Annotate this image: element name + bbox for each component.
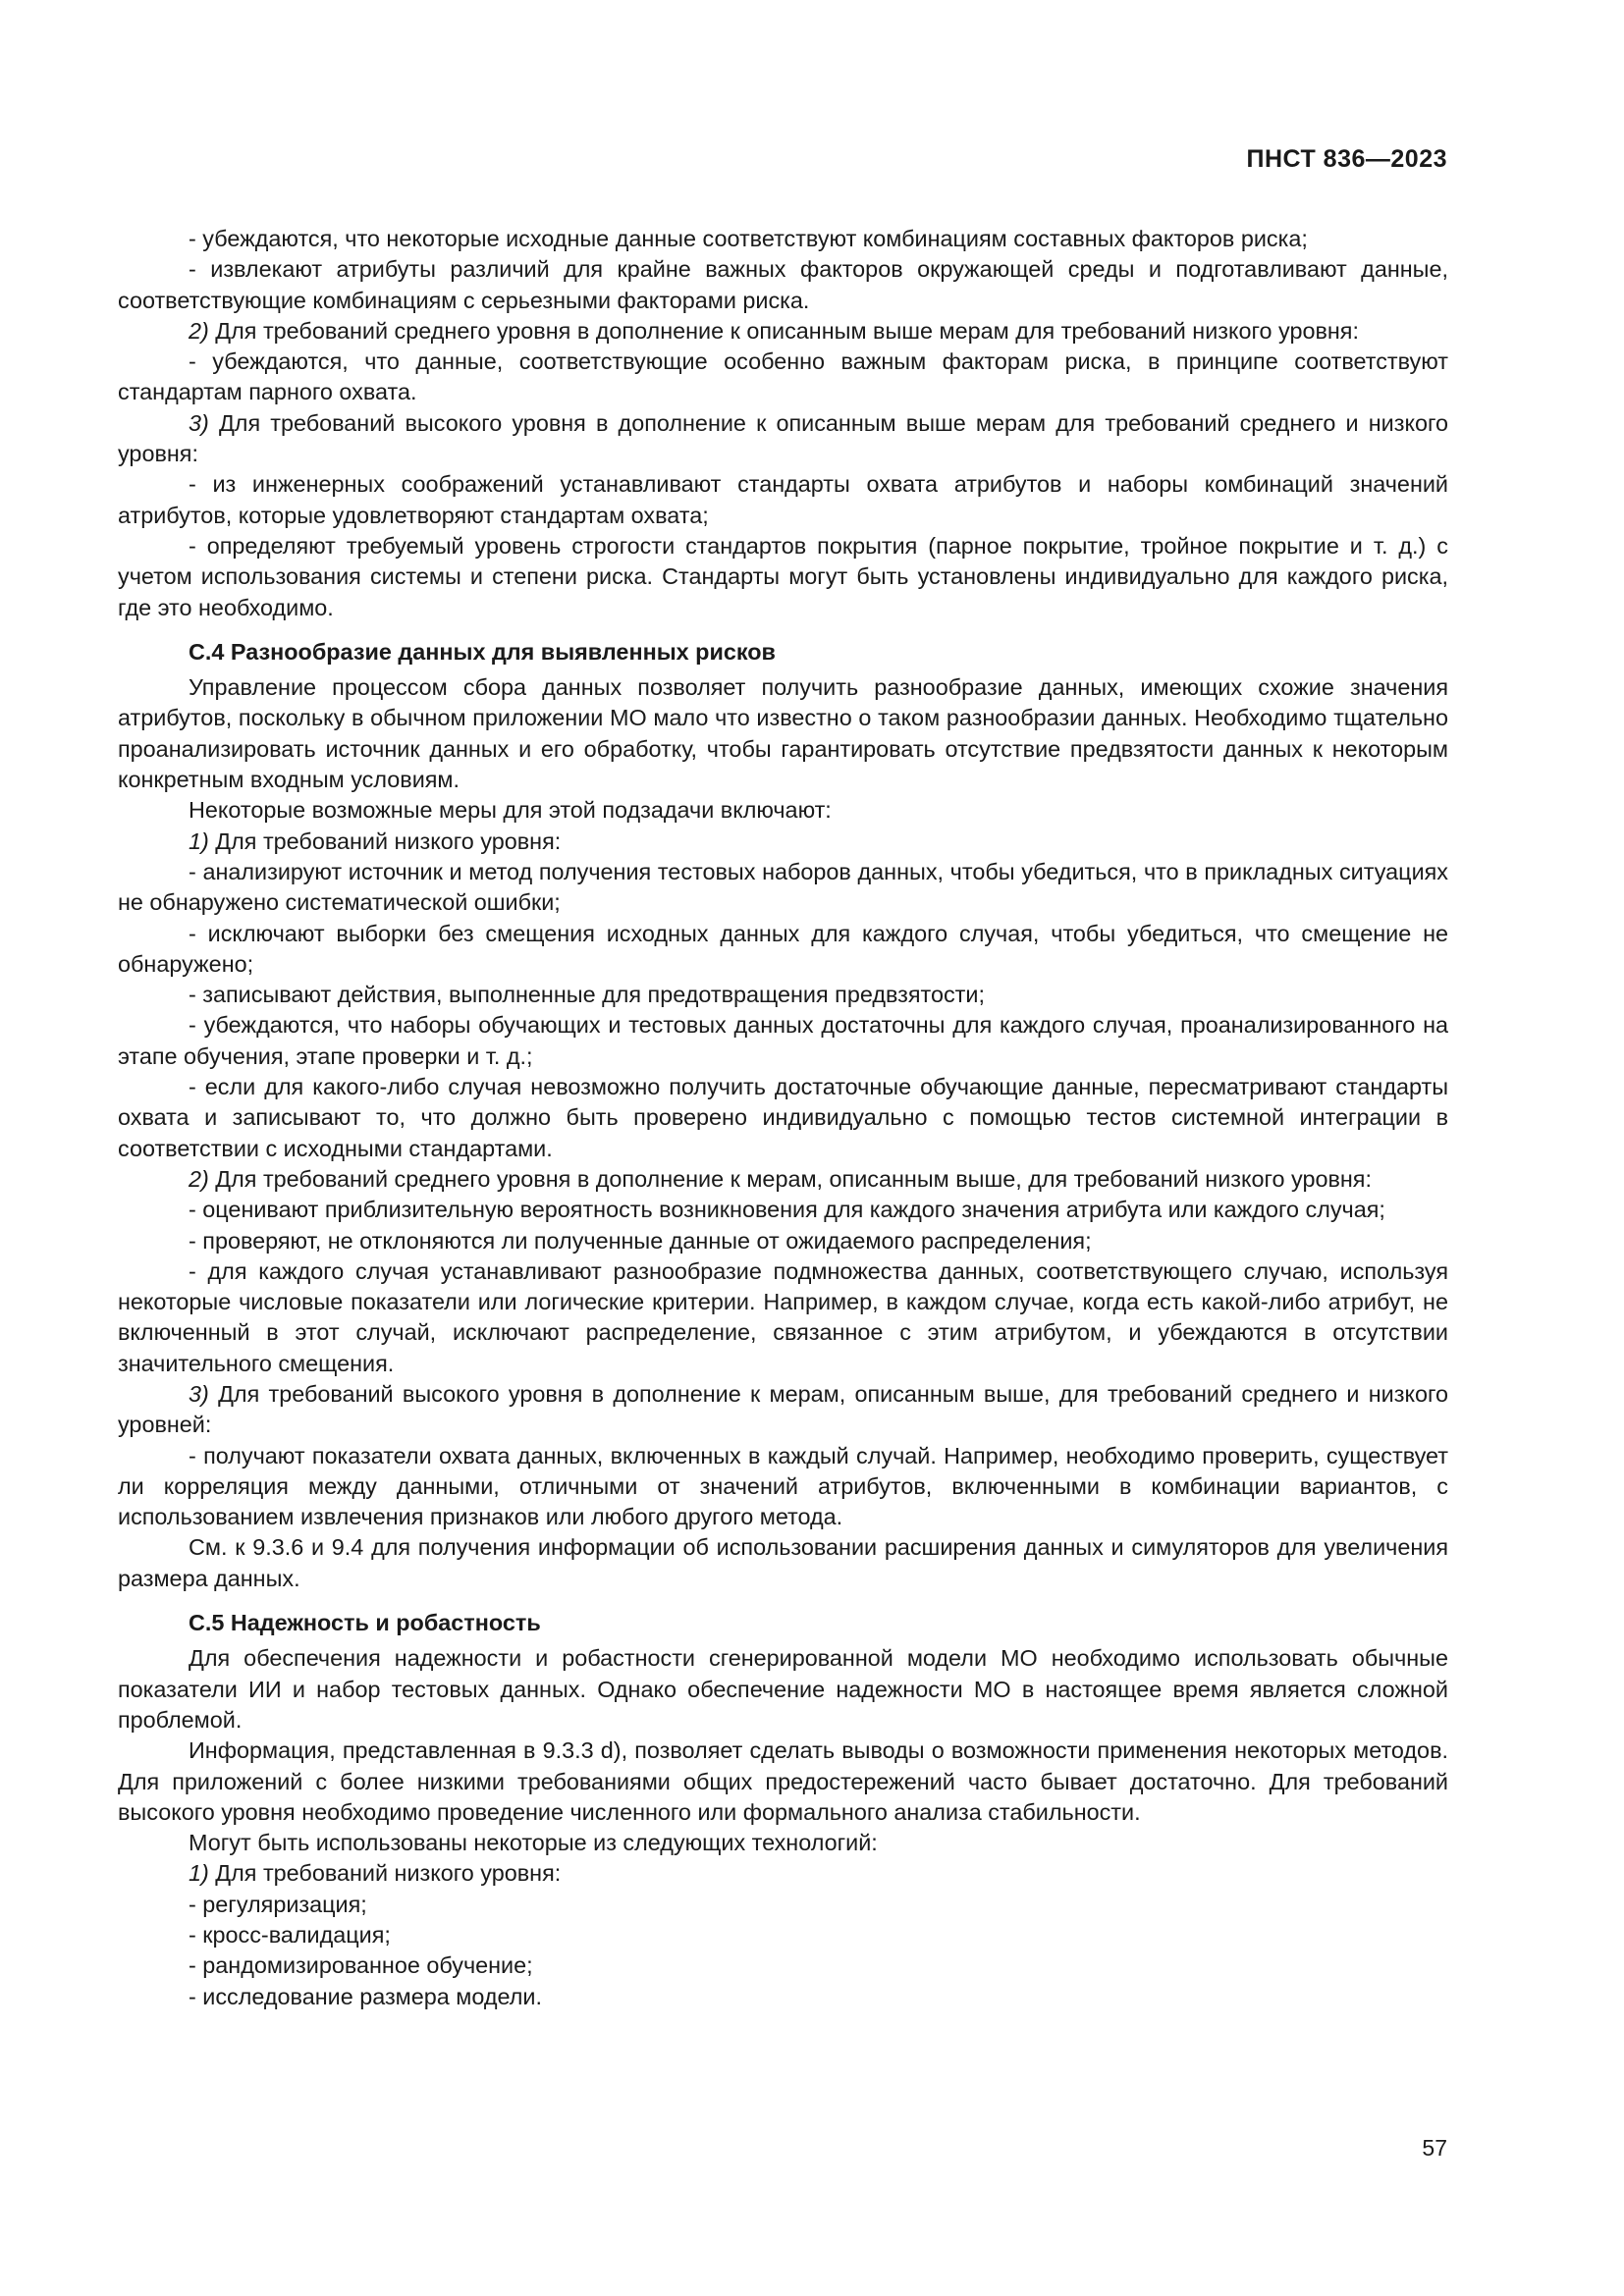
level-marker: 2) [189, 317, 209, 344]
level-marker: 1) [189, 828, 209, 854]
paragraph [118, 1858, 1448, 1889]
paragraph-text: Для требований низкого уровня: [208, 1860, 562, 1887]
paragraph: - получают показатели охвата данных, включенных в каждый случай. Например, необходимо проверить, существует ли корреляция между данными, отличными от значений атрибутов, включенными в комбинации вариантов, с использованием извлечения признаков или любого другого метода. [118, 1442, 1448, 1530]
paragraph: - анализируют источник и метод получения тестовых наборов данных, чтобы убедиться, что в прикладных ситуациях не обнаружено систематической ошибки; [118, 858, 1448, 916]
paragraph: - извлекают атрибуты различий для крайне важных факторов окружающей среды и подготавливают данные, соответствующие комбинациям с серьезными факторами риска. [118, 256, 1448, 313]
paragraph: - убеждаются, что некоторые исходные данные соответствуют комбинациям составных факторов риска; [189, 226, 1308, 251]
paragraph: - определяют требуемый уровень строгости стандартов покрытия (парное покрытие, тройное покрытие и т. д.) с учетом использования системы и степени риска. Стандарты могут быть установлены индивидуально для каждого риска, где это необходимо. [118, 532, 1448, 620]
paragraph: Управление процессом сбора данных позволяет получить разнообразие данных, имеющих схожие значения атрибутов, поскольку в обычном приложении МО мало что известно о таком разнообразии данных. Необходимо тщательно проанализировать источник данных и его обработку, чтобы гарантировать отсутствие предвзятости данных к некоторым конкретным входным условиям. [118, 674, 1448, 793]
paragraph: - исключают выборки без смещения исходных данных для каждого случая, чтобы убедиться, что смещение не обнаружено; [118, 920, 1448, 977]
document-id-header: ПНСТ 836—2023 [1246, 145, 1447, 173]
section-heading-c5: С.5 Надежность и робастность [189, 1610, 541, 1636]
level-marker: 3) [189, 409, 209, 436]
paragraph-text: Для требований среднего уровня в дополнение к мерам, описанным выше, для требований низкого уровня: [208, 1165, 1372, 1192]
paragraph-text: Для требований высокого уровня в дополнение к мерам, описанным выше, для требований среднего и низкого уровней: [118, 1380, 1448, 1438]
paragraph [118, 408, 1448, 470]
paragraph [118, 316, 1448, 347]
technology-list [118, 1890, 1448, 2012]
paragraph [118, 1379, 1448, 1441]
paragraph: - из инженерных соображений устанавливают стандарты охвата атрибутов и наборы комбинаций значений атрибутов, которые удовлетворяют стандартам охвата; [118, 471, 1448, 528]
paragraph: Некоторые возможные меры для этой подзадачи включают: [189, 797, 832, 824]
page-body [118, 224, 1448, 2012]
list-item: - кросс-валидация; [189, 1922, 391, 1949]
paragraph: См. к 9.3.6 и 9.4 для получения информации об использовании расширения данных и симуляторов для увеличения размера данных. [118, 1534, 1448, 1591]
paragraph [118, 1164, 1448, 1195]
paragraph: Информация, представленная в 9.3.3 d), позволяет сделать выводы о возможности применения некоторых методов. Для приложений с более низкими требованиями общих предостережений часто бывает достаточно. Для требований высокого уровня необходимо проведение численного или формального анализа стабильности. [118, 1737, 1448, 1825]
paragraph: - убеждаются, что данные, соответствующие особенно важным факторам риска, в принципе соответствуют стандартам парного охвата. [118, 348, 1448, 405]
paragraph-text: Для требований среднего уровня в дополнение к описанным выше мерам для требований низкого уровня: [208, 317, 1359, 344]
page-number: 57 [1422, 2135, 1447, 2161]
paragraph: Для обеспечения надежности и робастности сгенерированной модели МО необходимо использовать обычные показатели ИИ и набор тестовых данных. Однако обеспечение надежности МО в настоящее время является сложной проблемой. [118, 1645, 1448, 1733]
list-item: - регуляризация; [189, 1891, 367, 1917]
paragraph: - если для какого-либо случая невозможно получить достаточные обучающие данные, пересматривают стандарты охвата и записывают то, что должно быть проверено индивидуально с помощью тестов системной интеграции в соответствии с исходными стандартами. [118, 1074, 1448, 1161]
level-marker: 3) [189, 1380, 209, 1407]
list-item: - рандомизированное обучение; [189, 1952, 533, 1979]
paragraph: Могут быть использованы некоторые из следующих технологий: [189, 1830, 878, 1856]
level-marker: 1) [189, 1860, 209, 1887]
paragraph-text: Для требований высокого уровня в дополнение к описанным выше мерам для требований среднего и низкого уровня: [118, 409, 1448, 467]
paragraph: - записывают действия, выполненные для предотвращения предвзятости; [189, 982, 985, 1008]
paragraph: - оценивают приблизительную вероятность возникновения для каждого значения атрибута или каждого случая; [189, 1197, 1385, 1223]
level-marker: 2) [189, 1165, 209, 1192]
paragraph: - убеждаются, что наборы обучающих и тестовых данных достаточны для каждого случая, проанализированного на этапе обучения, этапе проверки и т. д.; [118, 1012, 1448, 1069]
list-item: - исследование размера модели. [189, 1983, 542, 2009]
paragraph [118, 827, 1448, 857]
section-heading-c4: С.4 Разнообразие данных для выявленных рисков [189, 638, 776, 665]
paragraph: - проверяют, не отклоняются ли полученные данные от ожидаемого распределения; [189, 1227, 1092, 1254]
paragraph-text: Для требований низкого уровня: [208, 828, 562, 854]
paragraph: - для каждого случая устанавливают разнообразие подмножества данных, соответствующего случаю, используя некоторые числовые показатели или логические критерии. Например, в каждом случае, когда есть какой-либо атрибут, не включенный в этот случай, исключают распределение, связанное с этим атрибутом, и убеждаются в отсутствии значительного смещения. [118, 1257, 1448, 1376]
